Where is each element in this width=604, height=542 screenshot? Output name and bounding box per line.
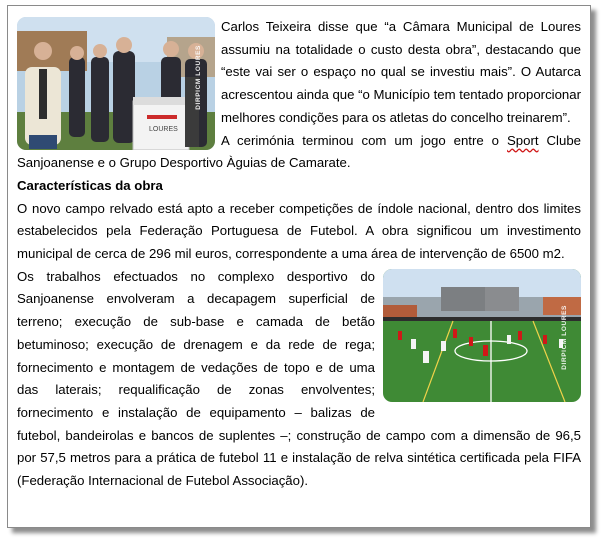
works-paragraph: Os trabalhos efectuados no complexo desportivo do Sanjoanense envolveram a decapagem superficial de terreno; execução de sub-base e camada de betão betuminoso; execução de drenagem e da rede de rega; fornecimento e montagem de vedações de topo e de uma das laterais; requalificação de zonas envolventes; fornecimento e instalação de equipamento – balizas de futebol, bandeirolas e bancos de suplentes –; construção de campo com a dimensão de 96,5 por 57,5 metros para a prática de futebol 11 e instalação de relva sintética certificada pela FIFA (Federação Internacional de Futebol Associação).	[17, 268, 581, 489]
football-field-drawing	[383, 269, 581, 402]
article-frame	[7, 5, 591, 528]
football-field-photo	[383, 269, 581, 402]
ceremony-photo	[17, 17, 215, 150]
ceremony-text-start: A cerimónia terminou com um jogo entre o	[221, 132, 508, 148]
section-heading: Características da obra	[17, 177, 163, 193]
investment-paragraph: O novo campo relvado está apto a receber competições de índole nacional, dentro dos limites estabelecidos pela Federação Portuguesa de Futebol. A obra significou um investimento municipal de cerca de 296 mil euros, correspondente a uma área de intervenção de 6500 m2.	[17, 200, 581, 262]
ceremony-text-end: Clube Sanjoanense e o Grupo Desportivo Àguias de Camarate.	[17, 132, 581, 171]
article-body	[17, 16, 581, 493]
photo-credit: DIRPICM LOURES	[195, 45, 203, 110]
club-name-misspelled: Sport	[507, 132, 539, 148]
podium-label: LOURES	[149, 126, 178, 133]
photo-credit: DIRPICM LOURES	[561, 304, 569, 370]
ceremony-photo-drawing	[17, 17, 215, 150]
quote-paragraph: Carlos Teixeira disse que “a Câmara Municipal de Loures assumiu na totalidade o custo desta obra”, destacando que “este vai ser o espaço no qual se investiu mais”. O Autarca acrescentou ainda que “o Município tem tentado proporcionar melhores condições para os atletas do concelho treinarem”.	[221, 19, 581, 125]
